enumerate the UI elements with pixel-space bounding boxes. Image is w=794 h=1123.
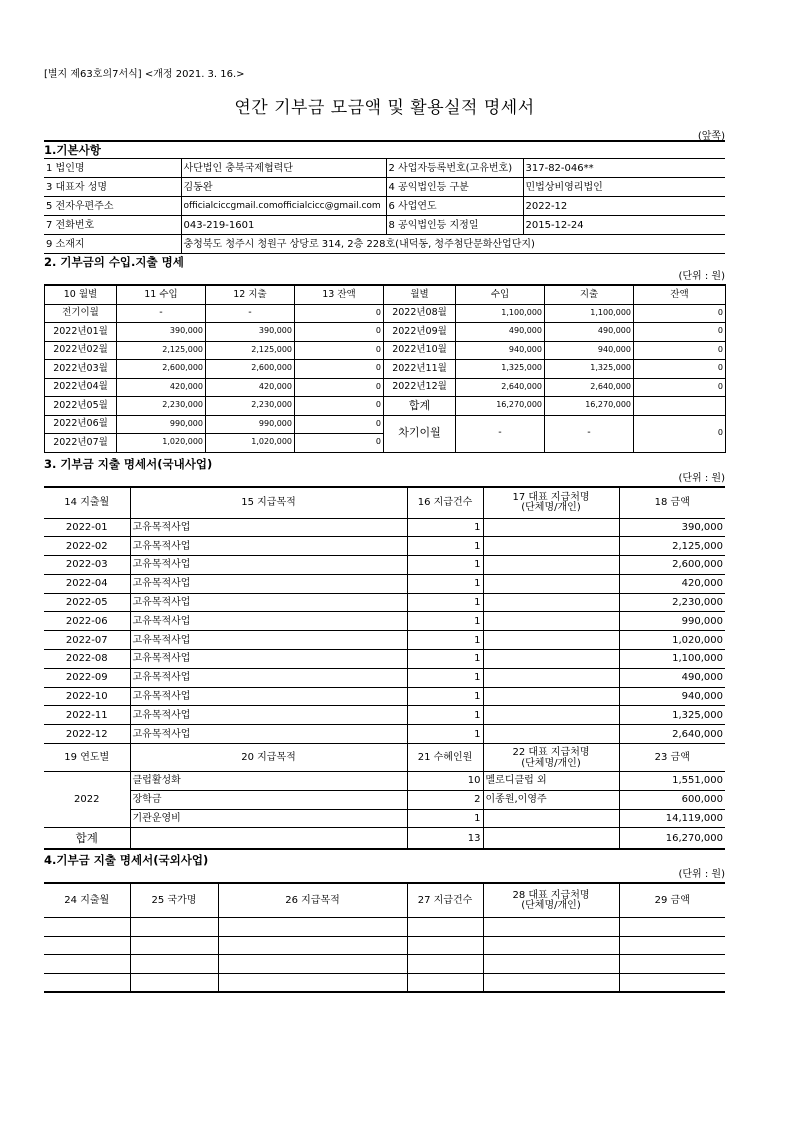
income-table: [44, 284, 726, 453]
domestic-unit: (단위 : 원): [678, 472, 725, 484]
payee-cell: [483, 612, 619, 631]
month-cell: 2022-10: [44, 687, 130, 706]
amount-cell: 0: [295, 323, 384, 342]
month-cell: 2022-01: [44, 518, 130, 537]
empty-cell: [218, 936, 407, 955]
section-basic-title: 1.기본사항: [44, 140, 725, 158]
month-cell: 2022-06: [44, 612, 130, 631]
amount-cell: 0: [295, 378, 384, 397]
month-cell: 2022년07월: [45, 434, 117, 453]
amount-cell: 2,640,000: [545, 378, 634, 397]
amount-cell: 1,100,000: [545, 304, 634, 323]
column-header: 12 지출: [206, 285, 295, 304]
count-cell: 10: [407, 772, 483, 791]
foreign-header-row: [44, 883, 725, 918]
column-header: [483, 744, 619, 772]
payee-cell: [483, 537, 619, 556]
count-cell: 1: [407, 593, 483, 612]
column-header: 19 연도별: [44, 744, 130, 772]
empty-cell: [483, 973, 619, 992]
income-row: [45, 397, 726, 416]
month-cell: 2022년12월: [384, 378, 456, 397]
document-title: 연간 기부금 모금액 및 활용실적 명세서: [234, 98, 535, 118]
purpose-cell: 고유목적사업: [130, 556, 407, 575]
amount-cell: 0: [295, 341, 384, 360]
amount-cell: 0: [634, 378, 726, 397]
total-amount: 16,270,000: [619, 828, 725, 850]
amount-cell: 0: [295, 360, 384, 379]
amount-cell: 1,020,000: [619, 631, 725, 650]
amount-cell: 0: [634, 341, 726, 360]
domestic-row: [44, 687, 725, 706]
month-cell: 2022-03: [44, 556, 130, 575]
amount-cell: 2,600,000: [117, 360, 206, 379]
domestic-row: [44, 556, 725, 575]
amount-cell: 0: [634, 304, 726, 323]
column-header: [483, 487, 619, 519]
empty-cell: [407, 936, 483, 955]
field-value: officialciccgmail.comofficialcicc@gmail.com: [181, 197, 386, 216]
purpose-cell: 고유목적사업: [130, 518, 407, 537]
amount-cell: 0: [634, 415, 726, 452]
count-cell: 1: [407, 668, 483, 687]
month-cell: 합계: [384, 397, 456, 416]
domestic-row: [44, 518, 725, 537]
address-value: 충청북도 청주시 청원구 상당로 314, 2층 228호(내덕동, 청주첨단문화산업단지): [181, 235, 725, 254]
month-cell: 2022년02월: [45, 341, 117, 360]
month-cell: 2022-11: [44, 706, 130, 725]
month-cell: 차기이월: [384, 415, 456, 452]
form-number: [별지 제63호의7서식] <개정 2021. 3. 16.>: [44, 69, 245, 80]
amount-cell: 420,000: [206, 378, 295, 397]
empty-cell: [218, 918, 407, 937]
amount-cell: 390,000: [206, 323, 295, 342]
column-header: [483, 883, 619, 918]
column-header: 지출: [545, 285, 634, 304]
month-cell: 2022년10월: [384, 341, 456, 360]
empty-cell: [130, 973, 218, 992]
payee-cell: [483, 725, 619, 744]
field-value: 317-82-046**: [523, 159, 725, 178]
domestic-row: [44, 668, 725, 687]
empty-cell: [619, 936, 725, 955]
amount-cell: 16,270,000: [545, 397, 634, 416]
column-header: 월별: [384, 285, 456, 304]
payee-cell: [483, 574, 619, 593]
empty-cell: [407, 918, 483, 937]
domestic-row: [44, 650, 725, 669]
basic-info-row: [44, 178, 725, 197]
header-line: 22 대표 지급처명: [512, 746, 590, 758]
section-domestic-title: 3. 기부금 지출 명세서(국내사업): [44, 456, 213, 471]
income-row: [45, 304, 726, 323]
field-label: 3 대표자 성명: [44, 178, 181, 197]
column-header: 23 금액: [619, 744, 725, 772]
amount-cell: 1,100,000: [456, 304, 545, 323]
purpose-cell: 고유목적사업: [130, 537, 407, 556]
amount-cell: 2,640,000: [456, 378, 545, 397]
income-unit: (단위 : 원): [678, 271, 725, 282]
column-header: 29 금액: [619, 883, 725, 918]
amount-cell: 990,000: [619, 612, 725, 631]
count-cell: 2: [407, 790, 483, 809]
count-cell: 1: [407, 706, 483, 725]
purpose-cell: 고유목적사업: [130, 593, 407, 612]
month-cell: 2022-07: [44, 631, 130, 650]
amount-cell: -: [456, 415, 545, 452]
month-cell: 2022년01월: [45, 323, 117, 342]
basic-info-row: [44, 159, 725, 178]
amount-cell: 2,600,000: [206, 360, 295, 379]
amount-cell: 390,000: [117, 323, 206, 342]
year-cell: 2022: [44, 772, 130, 828]
payee-cell: [483, 706, 619, 725]
count-cell: 1: [407, 650, 483, 669]
purpose-cell: 고유목적사업: [130, 631, 407, 650]
empty-cell: [619, 973, 725, 992]
field-value: 2015-12-24: [523, 216, 725, 235]
month-cell: 2022-05: [44, 593, 130, 612]
foreign-empty-row: [44, 918, 725, 937]
empty-cell: [130, 918, 218, 937]
column-header: 27 지급건수: [407, 883, 483, 918]
income-row: [45, 341, 726, 360]
amount-cell: 940,000: [545, 341, 634, 360]
income-row: [45, 360, 726, 379]
column-header: 16 지급건수: [407, 487, 483, 519]
purpose-cell: 고유목적사업: [130, 725, 407, 744]
income-header-row: [45, 285, 726, 304]
basic-info-row: [44, 197, 725, 216]
month-cell: 2022년09월: [384, 323, 456, 342]
amount-cell: 2,125,000: [619, 537, 725, 556]
empty-cell: [44, 936, 130, 955]
amount-cell: 2,600,000: [619, 556, 725, 575]
empty-cell: [130, 936, 218, 955]
payee-cell: [483, 556, 619, 575]
payee-cell: [483, 650, 619, 669]
purpose-cell: 고유목적사업: [130, 650, 407, 669]
domestic-header-row: [44, 744, 725, 772]
empty-cell: [483, 918, 619, 937]
column-header: 26 지급목적: [218, 883, 407, 918]
amount-cell: 2,125,000: [206, 341, 295, 360]
month-cell: 2022년05월: [45, 397, 117, 416]
domestic-header-row: [44, 487, 725, 519]
empty-cell: [44, 918, 130, 937]
amount-cell: 1,020,000: [206, 434, 295, 453]
amount-cell: 1,325,000: [545, 360, 634, 379]
domestic-row: [44, 612, 725, 631]
amount-cell: 1,100,000: [619, 650, 725, 669]
empty-cell: [44, 973, 130, 992]
count-cell: 1: [407, 725, 483, 744]
purpose-cell: 고유목적사업: [130, 574, 407, 593]
amount-cell: 16,270,000: [456, 397, 545, 416]
purpose-cell: 고유목적사업: [130, 612, 407, 631]
column-header: 21 수혜인원: [407, 744, 483, 772]
amount-cell: 420,000: [619, 574, 725, 593]
amount-cell: 390,000: [619, 518, 725, 537]
field-value: 민법상비영리법인: [523, 178, 725, 197]
domestic-row: [44, 725, 725, 744]
purpose-cell: 고유목적사업: [130, 706, 407, 725]
purpose-cell: 고유목적사업: [130, 668, 407, 687]
amount-cell: 2,230,000: [206, 397, 295, 416]
amount-cell: 2,125,000: [117, 341, 206, 360]
column-header: 수입: [456, 285, 545, 304]
domestic-row: [44, 537, 725, 556]
month-cell: 2022년06월: [45, 415, 117, 434]
domestic-year-row: [44, 772, 725, 791]
amount-cell: -: [117, 304, 206, 323]
count-cell: 1: [407, 612, 483, 631]
amount-cell: 0: [295, 434, 384, 453]
empty-cell: [130, 828, 407, 850]
amount-cell: 0: [634, 360, 726, 379]
amount-cell: 990,000: [117, 415, 206, 434]
foreign-empty-row: [44, 936, 725, 955]
field-label: 6 사업연도: [386, 197, 523, 216]
header-line: (단체명/개인): [521, 501, 581, 513]
month-cell: 2022년11월: [384, 360, 456, 379]
payee-cell: [483, 631, 619, 650]
amount-cell: 2,230,000: [117, 397, 206, 416]
column-header: 18 금액: [619, 487, 725, 519]
amount-cell: 0: [295, 415, 384, 434]
empty-cell: [619, 955, 725, 974]
total-count: 13: [407, 828, 483, 850]
month-cell: 2022년08월: [384, 304, 456, 323]
month-cell: 2022-09: [44, 668, 130, 687]
column-header: 25 국가명: [130, 883, 218, 918]
amount-cell: 14,119,000: [619, 809, 725, 828]
amount-cell: -: [206, 304, 295, 323]
amount-cell: 0: [295, 397, 384, 416]
month-cell: 2022년03월: [45, 360, 117, 379]
field-label: 5 전자우편주소: [44, 197, 181, 216]
month-cell: 2022-02: [44, 537, 130, 556]
empty-cell: [44, 955, 130, 974]
income-row: [45, 323, 726, 342]
field-label: 9 소재지: [44, 235, 181, 254]
amount-cell: 1,325,000: [619, 706, 725, 725]
month-cell: 2022-12: [44, 725, 130, 744]
count-cell: 1: [407, 574, 483, 593]
income-row: [45, 415, 726, 434]
basic-info-row: [44, 216, 725, 235]
field-label: 8 공익법인등 지정일: [386, 216, 523, 235]
payee-cell: [483, 809, 619, 828]
amount-cell: 990,000: [206, 415, 295, 434]
section-foreign-title: 4.기부금 지출 명세서(국외사업): [44, 853, 209, 868]
count-cell: 1: [407, 518, 483, 537]
column-header: 13 잔액: [295, 285, 384, 304]
column-header: 10 월별: [45, 285, 117, 304]
amount-cell: -: [545, 415, 634, 452]
total-label: 합계: [44, 828, 130, 850]
payee-cell: 이종원,이영주: [483, 790, 619, 809]
basic-info-row: [44, 235, 725, 254]
field-value: 사단법인 충북국제협력단: [181, 159, 386, 178]
foreign-empty-row: [44, 973, 725, 992]
form-page: [44, 60, 725, 993]
domestic-year-row: [44, 809, 725, 828]
header-line: 17 대표 지급처명: [512, 491, 590, 503]
amount-cell: 490,000: [456, 323, 545, 342]
field-label: 4 공익법인등 구분: [386, 178, 523, 197]
purpose-cell: 장학금: [130, 790, 407, 809]
count-cell: 1: [407, 537, 483, 556]
header-line: (단체명/개인): [521, 899, 581, 911]
domestic-row: [44, 706, 725, 725]
amount-cell: 2,230,000: [619, 593, 725, 612]
amount-cell: 940,000: [619, 687, 725, 706]
purpose-cell: 고유목적사업: [130, 687, 407, 706]
purpose-cell: 기관운영비: [130, 809, 407, 828]
amount-cell: 0: [634, 323, 726, 342]
payee-cell: [483, 687, 619, 706]
field-value: 2022-12: [523, 197, 725, 216]
column-header: 20 지급목적: [130, 744, 407, 772]
domestic-year-row: [44, 790, 725, 809]
column-header: 11 수입: [117, 285, 206, 304]
field-label: 2 사업자등록번호(고유번호): [386, 159, 523, 178]
purpose-cell: 클럽활성화: [130, 772, 407, 791]
empty-cell: [407, 973, 483, 992]
count-cell: 1: [407, 556, 483, 575]
amount-cell: 420,000: [117, 378, 206, 397]
amount-cell: 490,000: [545, 323, 634, 342]
domestic-row: [44, 631, 725, 650]
count-cell: 1: [407, 809, 483, 828]
payee-cell: [483, 668, 619, 687]
domestic-total-row: [44, 828, 725, 850]
domestic-row: [44, 574, 725, 593]
count-cell: 1: [407, 687, 483, 706]
section-income-title: 2. 기부금의 수입.지출 명세: [44, 255, 184, 269]
payee-cell: [483, 593, 619, 612]
page-side-label: (앞쪽): [697, 131, 725, 142]
column-header: 14 지출월: [44, 487, 130, 519]
empty-cell: [407, 955, 483, 974]
field-label: 1 법인명: [44, 159, 181, 178]
amount-cell: 600,000: [619, 790, 725, 809]
header-line: (단체명/개인): [521, 757, 581, 769]
empty-cell: [218, 973, 407, 992]
field-value: 김동완: [181, 178, 386, 197]
empty-cell: [619, 918, 725, 937]
month-cell: 2022-08: [44, 650, 130, 669]
amount-cell: 1,325,000: [456, 360, 545, 379]
income-row: [45, 378, 726, 397]
empty-cell: [483, 936, 619, 955]
month-cell: 전기이월: [45, 304, 117, 323]
foreign-unit: (단위 : 원): [678, 869, 725, 881]
payee-cell: 멜로디클럽 외: [483, 772, 619, 791]
domestic-table: [44, 486, 725, 851]
field-value: 043-219-1601: [181, 216, 386, 235]
column-header: 15 지급목적: [130, 487, 407, 519]
basic-info-table: [44, 158, 725, 254]
month-cell: 2022-04: [44, 574, 130, 593]
payee-cell: [483, 518, 619, 537]
header-line: 28 대표 지급처명: [512, 889, 590, 901]
foreign-table: [44, 882, 725, 993]
month-cell: 2022년04월: [45, 378, 117, 397]
count-cell: 1: [407, 631, 483, 650]
column-header: 24 지출월: [44, 883, 130, 918]
amount-cell: [634, 397, 726, 416]
column-header: 잔액: [634, 285, 726, 304]
amount-cell: 1,551,000: [619, 772, 725, 791]
amount-cell: 2,640,000: [619, 725, 725, 744]
empty-cell: [483, 955, 619, 974]
amount-cell: 490,000: [619, 668, 725, 687]
field-label: 7 전화번호: [44, 216, 181, 235]
foreign-empty-row: [44, 955, 725, 974]
empty-cell: [483, 828, 619, 850]
amount-cell: 940,000: [456, 341, 545, 360]
domestic-row: [44, 593, 725, 612]
empty-cell: [218, 955, 407, 974]
amount-cell: 1,020,000: [117, 434, 206, 453]
empty-cell: [130, 955, 218, 974]
amount-cell: 0: [295, 304, 384, 323]
